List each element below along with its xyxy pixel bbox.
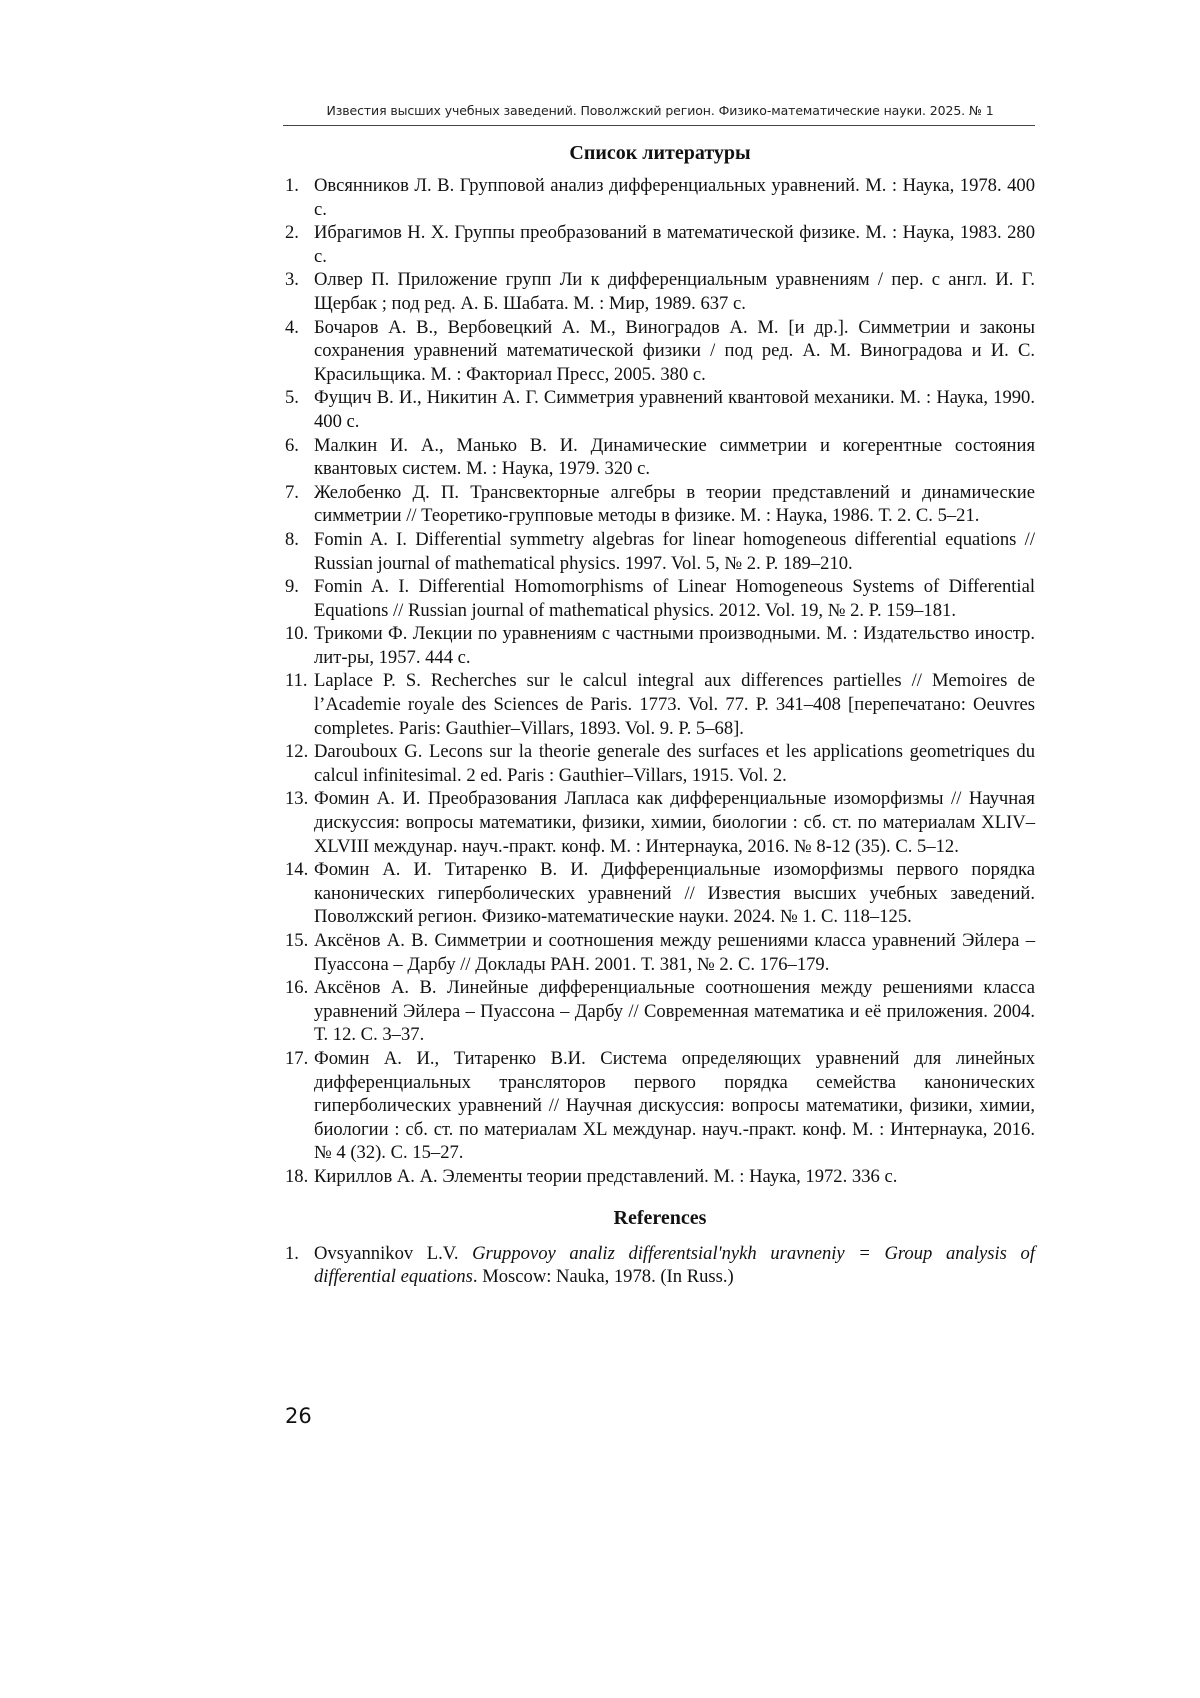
running-header: Известия высших учебных заведений. Поволжский регион. Физико-математические науки. 2025. № 1 bbox=[326, 103, 994, 118]
literature-title: Список литературы bbox=[569, 142, 751, 164]
reference-item bbox=[285, 481, 1035, 528]
reference-text: Фомин А. И. Титаренко В. И. Дифференциальные изоморфизмы первого порядка канонических гиперболических уравнений // Известия высших учебных заведений. Поволжский регион. Физико-математические науки. 2024. № 1. С. 118–125. bbox=[314, 859, 1035, 928]
reference-item bbox=[285, 316, 1035, 387]
reference-item bbox=[285, 929, 1035, 976]
reference-item bbox=[285, 787, 1035, 858]
header-divider bbox=[283, 125, 1035, 126]
reference-item bbox=[285, 386, 1035, 433]
reference-number: 6. bbox=[285, 434, 299, 456]
reference-item bbox=[285, 858, 1035, 929]
reference-text: Ибрагимов Н. Х. Группы преобразований в математической физике. М. : Наука, 1983. 280 с. bbox=[314, 222, 1035, 267]
reference-item bbox=[285, 622, 1035, 669]
reference-number: 7. bbox=[285, 481, 299, 503]
reference-item bbox=[285, 575, 1035, 622]
reference-text: Овсянников Л. В. Групповой анализ дифференциальных уравнений. М. : Наука, 1978. 400 с. bbox=[314, 175, 1035, 220]
reference-text: Аксёнов А. В. Симметрии и соотношения между решениями класса уравнений Эйлера – Пуассона – Дарбу // Доклады РАН. 2001. Т. 381, № 2. С. 176–179. bbox=[314, 930, 1035, 975]
reference-text: Малкин И. А., Манько В. И. Динамические симметрии и когерентные состояния квантовых систем. М. : Наука, 1979. 320 с. bbox=[314, 434, 1035, 480]
reference-item bbox=[285, 1242, 1035, 1289]
reference-item bbox=[285, 434, 1035, 481]
reference-item bbox=[285, 976, 1035, 1047]
references-title: References bbox=[613, 1206, 707, 1229]
reference-number: 3. bbox=[285, 269, 299, 291]
reference-item bbox=[285, 740, 1035, 787]
reference-number: 1. bbox=[285, 1242, 299, 1264]
reference-number: 4. bbox=[285, 316, 299, 338]
reference-number: 16. bbox=[285, 977, 309, 999]
reference-number: 9. bbox=[285, 576, 299, 598]
literature-list bbox=[285, 174, 1035, 1189]
reference-number: 15. bbox=[285, 930, 309, 951]
reference-item bbox=[285, 1047, 1035, 1165]
reference-number: 5. bbox=[285, 387, 299, 409]
reference-text: Фущич В. И., Никитин А. Г. Симметрия уравнений квантовой механики. М. : Наука, 1990. 400 с. bbox=[314, 387, 1035, 432]
reference-text: Fomin A. I. Differential Homomorphisms of Linear Homogeneous Systems of Differential Equations // Russian journal of mathematical physics. 2012. Vol. 19, № 2. P. 159–181. bbox=[314, 576, 1035, 621]
reference-text: Бочаров А. В., Вербовецкий А. М., Виноградов А. М. [и др.]. Симметрии и законы сохранения уравнений математической физики / под ред. А. М. Виноградова и И. С. Красильщика. М. : Факториал Пресс, 2005. 380 с. bbox=[314, 316, 1035, 385]
reference-item bbox=[285, 174, 1035, 221]
page-content bbox=[285, 140, 1035, 1289]
reference-italic-title: Gruppovoy analiz differentsial'nykh uravneniy = Group analysis of differential equations bbox=[314, 1242, 1035, 1288]
reference-details: . Moscow: Nauka, 1978. (In Russ.) bbox=[472, 1266, 734, 1288]
page-number: 26 bbox=[285, 1404, 312, 1428]
reference-text: Laplace P. S. Recherches sur le calcul integral aux differences partielles // Memoires de l’Academie royale des Sciences de Paris. 1773. Vol. 77. P. 341–408 [перепечатано: Oeuvres completes. Paris: Gauthier–Villars, 1893. Vol. 9. P. 5–68]. bbox=[314, 670, 1035, 739]
reference-text: Фомин А. И., Титаренко В.И. Система определяющих уравнений для линейных дифференциальных трансляторов первого порядка семейства канонических гиперболических уравнений // Научная дискуссия: вопросы математики, физики, химии, биологии : сб. ст. по материалам XL междунар. науч.-практ. конф. М. : Интернаука, 2016. № 4 (32). С. 15–27. bbox=[314, 1047, 1035, 1164]
reference-text: Фомин А. И. Преобразования Лапласа как дифференциальные изоморфизмы // Научная дискуссия: вопросы математики, физики, химии, биологии : сб. ст. по материалам XLIV–XLVIII междунар. науч.-практ. конф. М. : Интернаука, 2016. № 8-12 (35). С. 5–12. bbox=[314, 788, 1035, 857]
reference-item bbox=[285, 528, 1035, 575]
reference-author: Ovsyannikov L.V. bbox=[314, 1242, 473, 1264]
reference-number: 11. bbox=[285, 670, 308, 692]
reference-number: 14. bbox=[285, 859, 309, 881]
reference-text bbox=[314, 1242, 1035, 1289]
reference-number: 2. bbox=[285, 222, 299, 244]
reference-number: 18. bbox=[285, 1165, 309, 1187]
reference-number: 13. bbox=[285, 788, 309, 810]
references-list bbox=[285, 1242, 1035, 1289]
reference-text: Fomin A. I. Differential symmetry algebras for linear homogeneous differential equations // Russian journal of mathematical physics. 1997. Vol. 5, № 2. P. 189–210. bbox=[314, 528, 1035, 574]
reference-text: Трикоми Ф. Лекции по уравнениям с частными производными. М. : Издательство иностр. лит-ры, 1957. 444 с. bbox=[314, 623, 1035, 668]
reference-item bbox=[285, 669, 1035, 740]
reference-text: Желобенко Д. П. Трансвекторные алгебры в теории представлений и динамические симметрии // Теоретико-групповые методы в физике. М. : Наука, 1986. Т. 2. С. 5–21. bbox=[314, 481, 1035, 527]
reference-item bbox=[285, 1165, 1035, 1189]
reference-text: Darouboux G. Lecons sur la theorie generale des surfaces et les applications geometriques du calcul infinitesimal. 2 ed. Paris : Gauthier–Villars, 1915. Vol. 2. bbox=[314, 741, 1035, 786]
reference-item bbox=[285, 221, 1035, 268]
reference-number: 12. bbox=[285, 741, 309, 763]
reference-number: 1. bbox=[285, 175, 299, 196]
reference-item bbox=[285, 268, 1035, 315]
reference-number: 8. bbox=[285, 528, 299, 550]
reference-text: Кириллов А. А. Элементы теории представлений. М. : Наука, 1972. 336 с. bbox=[314, 1165, 898, 1187]
reference-text: Аксёнов А. В. Линейные дифференциальные соотношения между решениями класса уравнений Эйлера – Пуассона – Дарбу // Современная математика и её приложения. 2004. Т. 12. С. 3–37. bbox=[314, 977, 1035, 1046]
reference-text: Олвер П. Приложение групп Ли к дифференциальным уравнениям / пер. с англ. И. Г. Щербак ; под ред. А. Б. Шабата. М. : Мир, 1989. 637 с. bbox=[314, 269, 1035, 314]
reference-number: 17. bbox=[285, 1047, 309, 1069]
reference-number: 10. bbox=[285, 623, 309, 645]
